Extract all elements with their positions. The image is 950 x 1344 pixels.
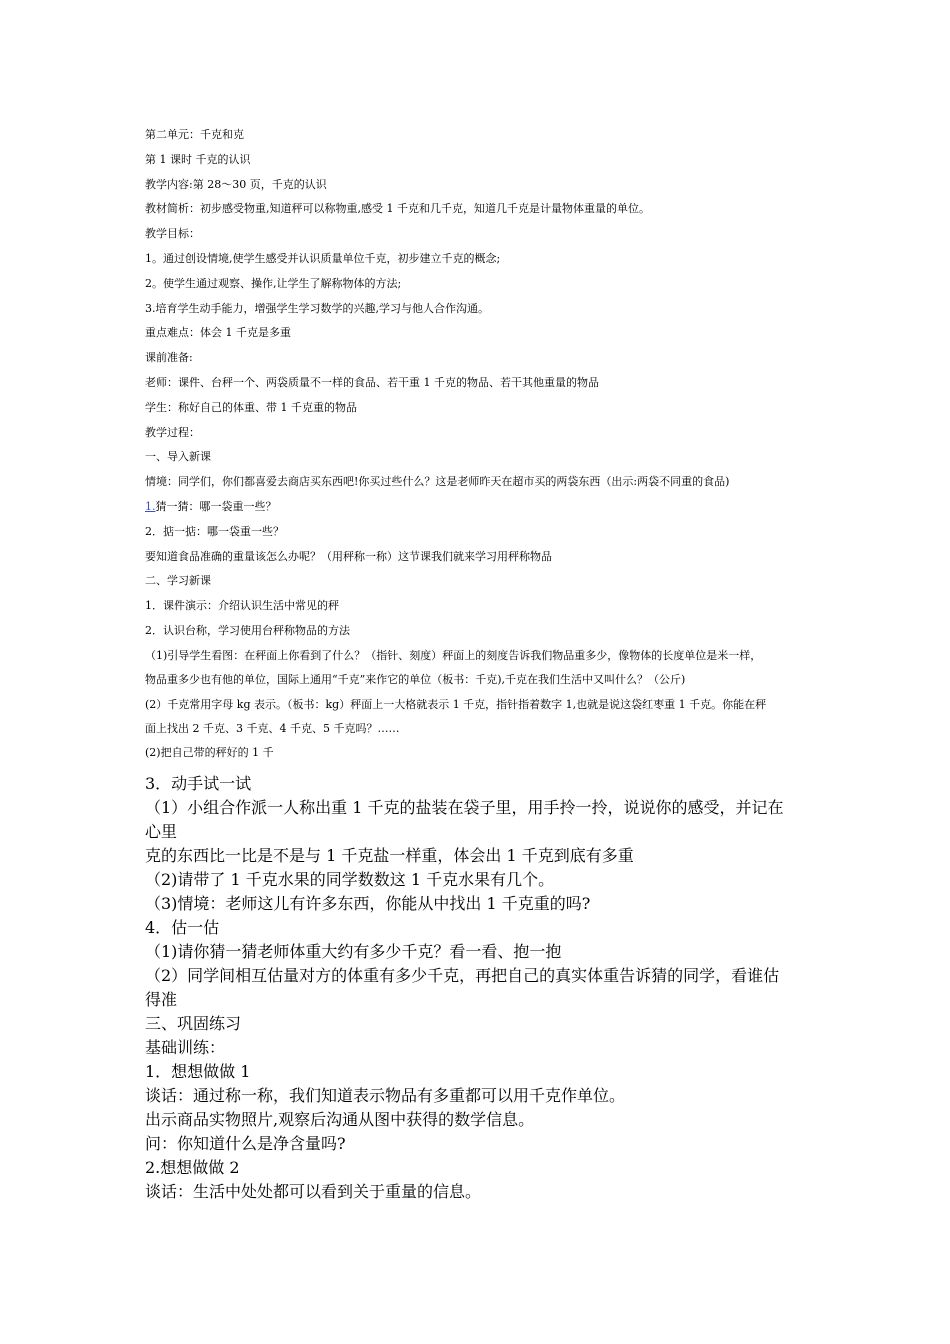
- section-intro: 一、导入新课: [145, 450, 211, 464]
- estimate-2a: （2）同学间相互估量对方的体重有多少千克，再把自己的真实体重告诉猜的同学，看谁估: [145, 966, 780, 985]
- estimate-2b: 得准: [145, 990, 178, 1009]
- exercise-1-question: 问：你知道什么是净含量吗?: [145, 1134, 346, 1153]
- hands-on-1b: 心里: [145, 822, 178, 841]
- basic-training: 基础训练：: [145, 1038, 226, 1057]
- hands-on-heading: 3．动手试一试: [145, 774, 252, 793]
- key-difficulty: 重点难点：体会 1 千克是多重: [145, 326, 291, 340]
- estimate-1: （1)请你猜一猜老师体重大约有多少千克？看一看、抱一抱: [145, 942, 562, 961]
- exercise-2-heading: 2.想想做做 2: [145, 1158, 240, 1177]
- teacher-preparation: 老师：课件、台秤一个、两袋质量不一样的食品、若干重 1 千克的物品、若干其他重量的物品: [145, 375, 599, 389]
- section-practice: 三、巩固练习: [145, 1014, 242, 1033]
- guess-text: 猜一猜：哪一袋重一些？: [155, 499, 277, 513]
- question-text: 要知道食品准确的重量该怎么办呢？（用秤称一称）这节课我们就来学习用秤称物品: [145, 549, 552, 563]
- section-new-lesson: 二、学习新课: [145, 574, 211, 588]
- estimate-heading: 4．估一估: [145, 918, 220, 937]
- hands-on-1a: （1）小组合作派一人称出重 1 千克的盐装在袋子里，用手拎一拎，说说你的感受，并记在: [145, 798, 784, 817]
- lesson-plan-upper: [145, 128, 815, 771]
- preparation-heading: 课前准备:: [145, 351, 193, 365]
- goal-2: 2。使学生通过观察、操作,让学生了解称物体的方法;: [145, 276, 402, 290]
- guess-number-link[interactable]: 1.: [145, 499, 156, 513]
- guide-step-1b: 物品重多少也有他的单位，国际上通用“千克”来作它的单位（板书：千克),千克在我们生活中又叫什么？（公斤): [145, 672, 686, 686]
- teaching-content: 教学内容:第 28～30 页，千克的认识: [145, 177, 327, 191]
- hands-on-1c: 克的东西比一比是不是与 1 千克盐一样重，体会出 1 千克到底有多重: [145, 846, 634, 865]
- goals-heading: 教学目标：: [145, 227, 200, 241]
- exercise-1-heading: 1．想想做做 1: [145, 1062, 251, 1081]
- lesson-title: 第 1 课时 千克的认识: [145, 152, 251, 166]
- goal-1: 1。通过创设情境,使学生感受并认识质量单位千克，初步建立千克的概念;: [145, 251, 501, 265]
- scale-intro: 2．认识台称，学习使用台秤称物品的方法: [145, 623, 350, 637]
- guide-step-2a: (2）千克常用字母 kg 表示。（板书：kg）秤面上一大格就表示 1 千克，指针指着数字 1,也就是说这袋红枣重 1 千克。你能在秤: [145, 697, 767, 711]
- weigh-item: 2．掂一掂：哪一袋重一些？: [145, 524, 284, 538]
- courseware-demo: 1．课件演示：介绍认识生活中常见的秤: [145, 599, 339, 613]
- unit-title: 第二单元：千克和克: [145, 128, 244, 141]
- guide-step-2b: 面上找出 2 千克、3 千克、4 千克、5 千克吗？……: [145, 721, 400, 735]
- exercise-1-talk: 谈话：通过称一称，我们知道表示物品有多重都可以用千克作单位。: [145, 1086, 626, 1105]
- lesson-plan-lower: [145, 772, 815, 1204]
- goal-3: 3.培育学生动手能力，增强学生学习数学的兴趣,学习与他人合作沟通。: [145, 301, 489, 315]
- exercise-2-talk: 谈话：生活中处处都可以看到关于重量的信息。: [145, 1182, 482, 1201]
- exercise-1-photos: 出示商品实物照片,观察后沟通从图中获得的数学信息。: [145, 1110, 535, 1129]
- guide-step-1a: （1)引导学生看图：在秤面上你看到了什么？（指针、刻度）秤面上的刻度告诉我们物品重多少，像物体的长度单位是米一样，: [145, 648, 762, 662]
- student-preparation: 学生：称好自己的体重、带 1 千克重的物品: [145, 400, 357, 414]
- scenario-text: 情境：同学们，你们都喜爱去商店买东西吧!你买过些什么？这是老师昨天在超市买的两袋东西（出示:两袋不同重的食品): [145, 475, 730, 489]
- hands-on-2: （2)请带了 1 千克水果的同学数数这 1 千克水果有几个。: [145, 870, 555, 889]
- guess-item: [145, 500, 815, 514]
- guide-step-3: (2)把自己带的秤好的 1 千: [145, 746, 274, 760]
- hands-on-3: （3)情境：老师这儿有许多东西，你能从中找出 1 千克重的吗?: [145, 894, 591, 913]
- material-analysis: 教材简析：初步感受物重,知道秤可以称物重,感受 1 千克和几千克，知道几千克是计量物体重量的单位。: [145, 202, 650, 216]
- process-heading: 教学过程：: [145, 425, 200, 439]
